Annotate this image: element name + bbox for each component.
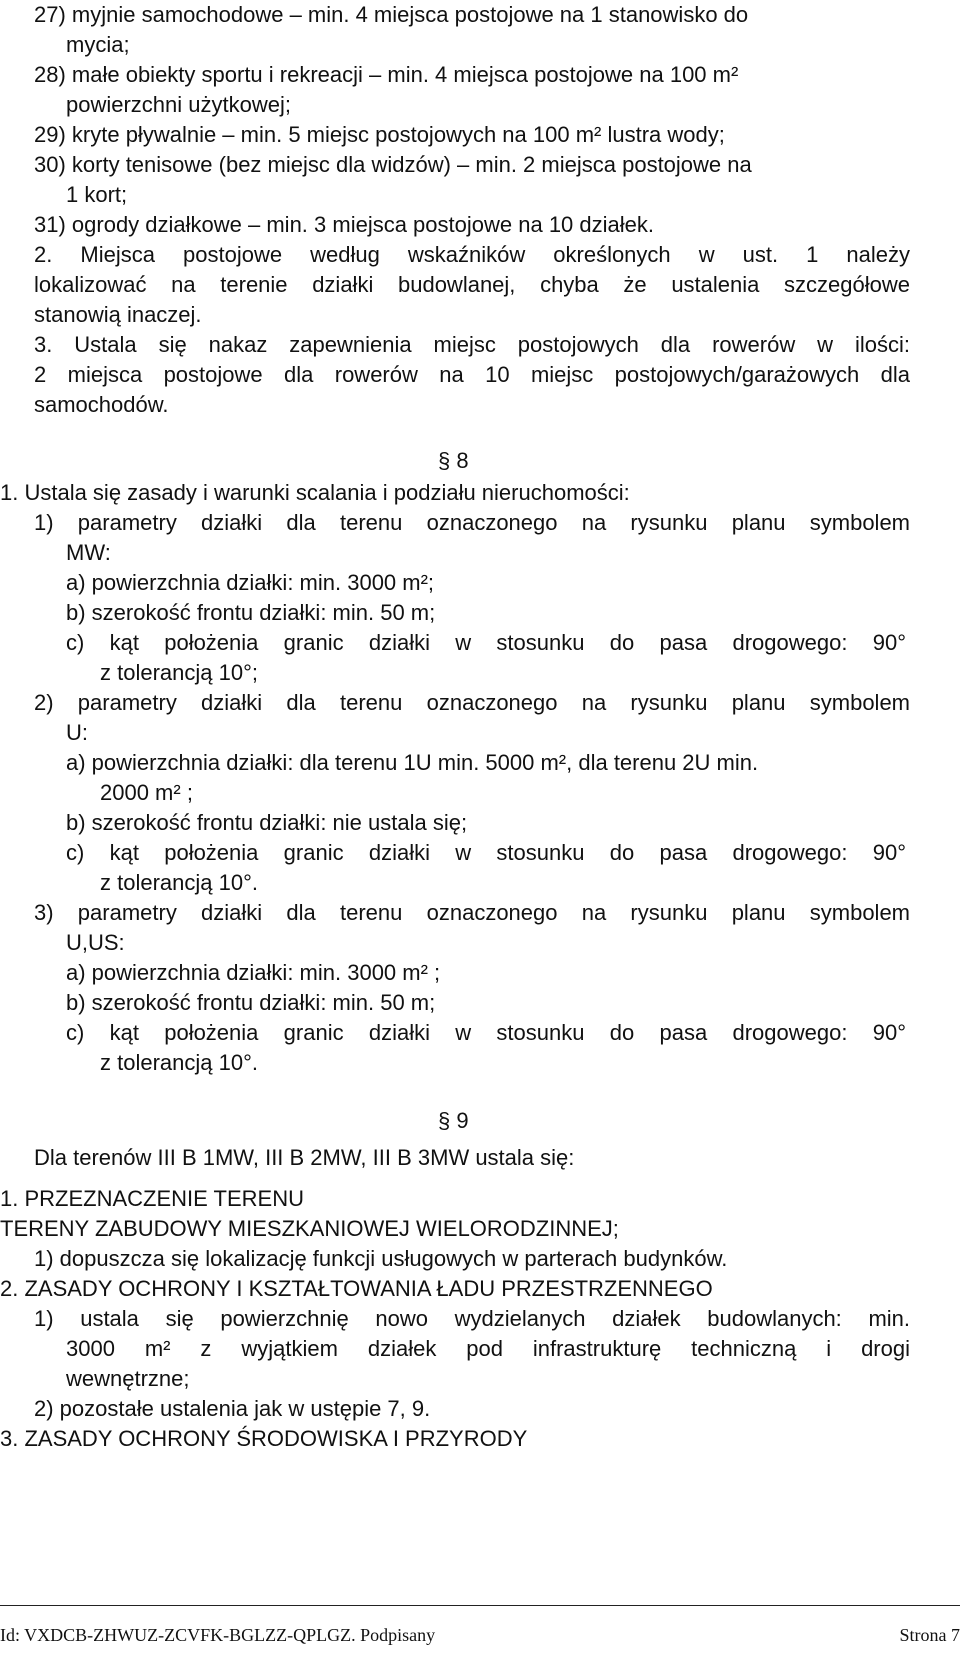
paragraph-line: 2000 m² ; (100, 780, 193, 805)
section-heading: § 8 (438, 448, 469, 473)
paragraph-line: 3. Ustala się nakaz zapewnienia miejsc postojowych dla rowerów w ilości: (34, 332, 910, 357)
paragraph-line: 29) kryte pływalnie – min. 5 miejsc postojowych na 100 m² lustra wody; (34, 122, 725, 147)
paragraph-line: a) powierzchnia działki: min. 3000 m²; (66, 570, 435, 595)
paragraph-line: TERENY ZABUDOWY MIESZKANIOWEJ WIELORODZINNEJ; (0, 1216, 619, 1241)
paragraph-line: 30) korty tenisowe (bez miejsc dla widzów) – min. 2 miejsca postojowe na (34, 152, 752, 177)
paragraph-line: a) powierzchnia działki: dla terenu 1U min. 5000 m², dla terenu 2U min. (66, 750, 759, 775)
paragraph-line: 28) małe obiekty sportu i rekreacji – min. 4 miejsca postojowe na 100 m² (34, 62, 739, 87)
paragraph-line: z tolerancją 10°; (100, 660, 258, 685)
paragraph-line: z tolerancją 10°. (100, 870, 258, 895)
paragraph-line: c) kąt położenia granic działki w stosunku do pasa drogowego: 90° (66, 630, 906, 655)
paragraph-line: b) szerokość frontu działki: min. 50 m; (66, 600, 436, 625)
paragraph-line: MW: (66, 540, 111, 565)
paragraph-line: 2) parametry działki dla terenu oznaczonego na rysunku planu symbolem (34, 690, 910, 715)
paragraph-line: 3. ZASADY OCHRONY ŚRODOWISKA I PRZYRODY (0, 1426, 528, 1451)
paragraph-line: mycia; (66, 32, 130, 57)
paragraph-line: U: (66, 720, 88, 745)
paragraph-line: 1) ustala się powierzchnię nowo wydzielanych działek budowlanych: min. (34, 1306, 910, 1331)
paragraph-line: 2 miejsca postojowe dla rowerów na 10 miejsc postojowych/garażowych dla (34, 362, 910, 387)
paragraph-line: samochodów. (34, 392, 169, 417)
footer-divider (0, 1605, 960, 1606)
footer-page-number: Strona 7 (899, 1625, 960, 1645)
paragraph-line: wewnętrzne; (66, 1366, 190, 1391)
paragraph-line: 31) ogrody działkowe – min. 3 miejsca postojowe na 10 działek. (34, 212, 654, 237)
paragraph-line: 2. Miejsca postojowe według wskaźników określonych w ust. 1 należy (34, 242, 910, 267)
paragraph-line: a) powierzchnia działki: min. 3000 m² ; (66, 960, 441, 985)
paragraph-line: 27) myjnie samochodowe – min. 4 miejsca postojowe na 1 stanowisko do (34, 2, 749, 27)
paragraph-line: U,US: (66, 930, 125, 955)
paragraph-line: 2) pozostałe ustalenia jak w ustępie 7, 9. (34, 1396, 431, 1421)
paragraph-line: 1. PRZEZNACZENIE TERENU (0, 1186, 304, 1211)
paragraph-line: b) szerokość frontu działki: nie ustala się; (66, 810, 468, 835)
paragraph-line: z tolerancją 10°. (100, 1050, 258, 1075)
paragraph-line: b) szerokość frontu działki: min. 50 m; (66, 990, 436, 1015)
section-heading: § 9 (438, 1108, 469, 1133)
paragraph-line: 1) dopuszcza się lokalizację funkcji usługowych w parterach budynków. (34, 1246, 728, 1271)
paragraph-line: 3) parametry działki dla terenu oznaczonego na rysunku planu symbolem (34, 900, 910, 925)
paragraph-line: powierzchni użytkowej; (66, 92, 291, 117)
paragraph-line: 1. Ustala się zasady i warunki scalania i podziału nieruchomości: (0, 480, 630, 505)
paragraph-line: 2. ZASADY OCHRONY I KSZTAŁTOWANIA ŁADU PRZESTRZENNEGO (0, 1276, 713, 1301)
paragraph-line: Dla terenów III B 1MW, III B 2MW, III B 3MW ustala się: (34, 1145, 575, 1170)
paragraph-line: lokalizować na terenie działki budowlanej, chyba że ustalenia szczegółowe (34, 272, 910, 297)
paragraph-line: c) kąt położenia granic działki w stosunku do pasa drogowego: 90° (66, 1020, 906, 1045)
paragraph-line: 3000 m² z wyjątkiem działek pod infrastrukturę techniczną i drogi (66, 1336, 910, 1361)
paragraph-line: 1) parametry działki dla terenu oznaczonego na rysunku planu symbolem (34, 510, 910, 535)
paragraph-line: 1 kort; (66, 182, 128, 207)
footer-document-id: Id: VXDCB-ZHWUZ-ZCVFK-BGLZZ-QPLGZ. Podpisany (0, 1625, 436, 1645)
paragraph-line: c) kąt położenia granic działki w stosunku do pasa drogowego: 90° (66, 840, 906, 865)
paragraph-line: stanowią inaczej. (34, 302, 202, 327)
